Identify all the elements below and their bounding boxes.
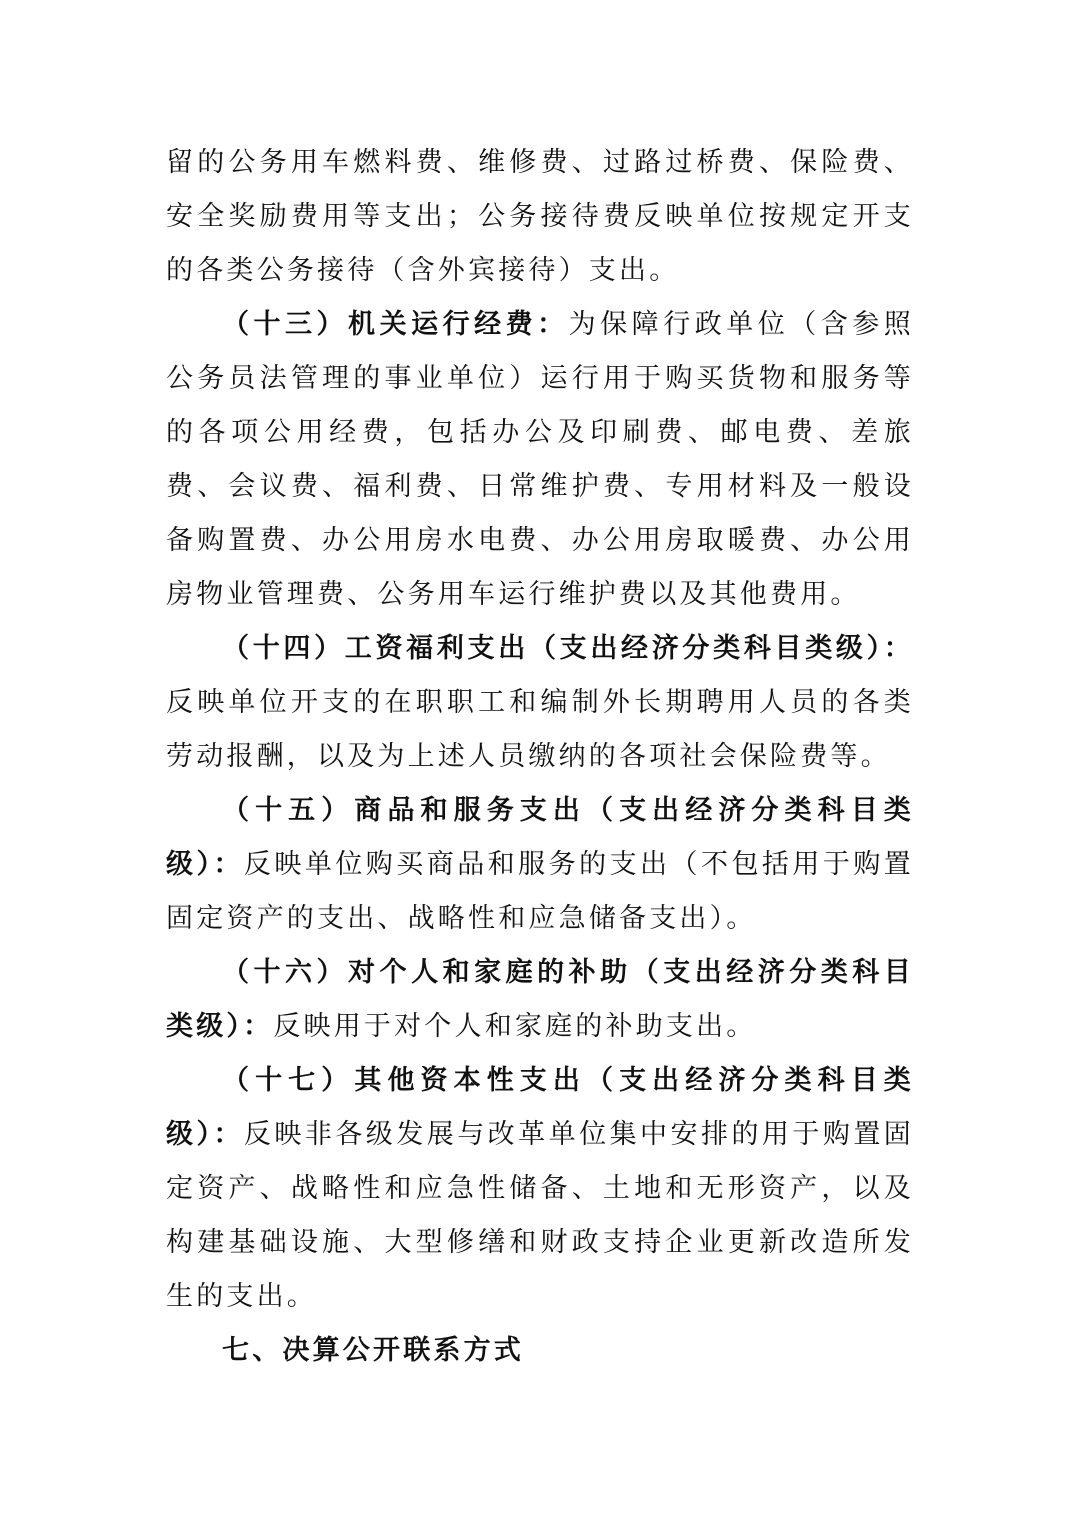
paragraph-lead: （十四）工资福利支出（支出经济分类科目类级）： (222, 633, 914, 664)
paragraph-17 (166, 1054, 914, 1324)
paragraph-lead: （十五）商品和服务支出（支出经济分类科目类级）： (166, 795, 914, 880)
paragraph-text: 反映用于对个人和家庭的补助支出。 (273, 1011, 757, 1042)
paragraph-lead: （十三）机关运行经费： (222, 309, 569, 340)
paragraph-lead: （十六）对个人和家庭的补助（支出经济分类科目类级）： (166, 957, 914, 1042)
paragraph-16 (166, 946, 914, 1054)
paragraph-text: 反映非各级发展与改革单位集中安排的用于购置固定资产、战略性和应急性储备、土地和无形资产，以及构建基础设施、大型修缮和财政支持企业更新改造所发生的支出。 (166, 1119, 914, 1312)
paragraph-text: 为保障行政单位（含参照公务员法管理的事业单位）运行用于购买货物和服务等的各项公用经费，包括办公及印刷费、邮电费、差旅费、会议费、福利费、日常维护费、专用材料及一般设备购置费、办公用房水电费、办公用房取暖费、办公用房物业管理费、公务用车运行维护费以及其他费用。 (166, 309, 914, 610)
paragraph-text: 反映单位开支的在职职工和编制外长期聘用人员的各类劳动报酬，以及为上述人员缴纳的各项社会保险费等。 (166, 687, 914, 772)
paragraph-text: 留的公务用车燃料费、维修费、过路过桥费、保险费、安全奖励费用等支出；公务接待费反映单位按规定开支的各类公务接待（含外宾接待）支出。 (166, 147, 914, 286)
paragraph-text: 反映单位购买商品和服务的支出（不包括用于购置固定资产的支出、战略性和应急储备支出）。 (166, 849, 914, 934)
paragraph-13 (166, 298, 914, 622)
paragraph-15 (166, 784, 914, 946)
paragraph-continued (166, 136, 914, 298)
section-heading: 七、决算公开联系方式 (222, 1335, 524, 1366)
paragraph-14 (166, 622, 914, 784)
document-page (166, 136, 914, 1378)
paragraph-lead: （十七）其他资本性支出（支出经济分类科目类级）： (166, 1065, 914, 1150)
